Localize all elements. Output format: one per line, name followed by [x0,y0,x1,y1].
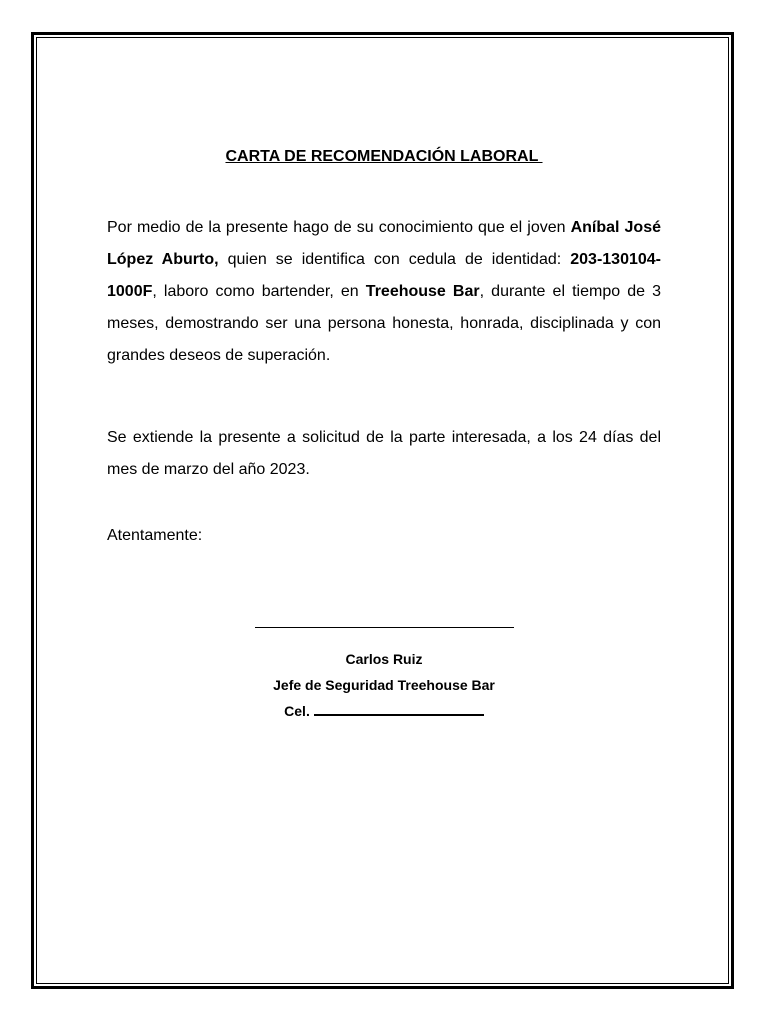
paragraph-text: , durante el tiempo de 3 meses, demostrando ser una persona honesta, honrada, disciplinada y con grandes deseos de superación. [107,283,662,364]
closing-text: Atentamente: [107,527,203,544]
id-number: 203-130104-1000F [107,251,661,300]
phone-label: Cel. [284,703,310,719]
signer-phone [0,703,768,719]
signer-name: Carlos Ruiz [345,651,423,667]
phone-blank-line [314,714,484,716]
company-name: Treehouse Bar [365,283,480,300]
paragraph-text: quien se identifica con cedula de identidad: [218,251,571,268]
candidate-name: Aníbal José López Aburto, [107,219,662,268]
letter-title: CARTA DE RECOMENDACIÓN LABORAL [225,148,543,165]
page-border-inner [36,37,729,984]
paragraph-text: , laboro como bartender, en [152,283,366,300]
paragraph-text: Por medio de la presente hago de su conocimiento que el joven [107,219,571,236]
body-paragraph-2: Se extiende la presente a solicitud de la parte interesada, a los 24 días del mes de marzo del año 2023. [107,429,661,478]
body-paragraph-1 [107,212,661,372]
signer-title: Jefe de Seguridad Treehouse Bar [273,677,495,693]
signature-line [255,627,514,628]
